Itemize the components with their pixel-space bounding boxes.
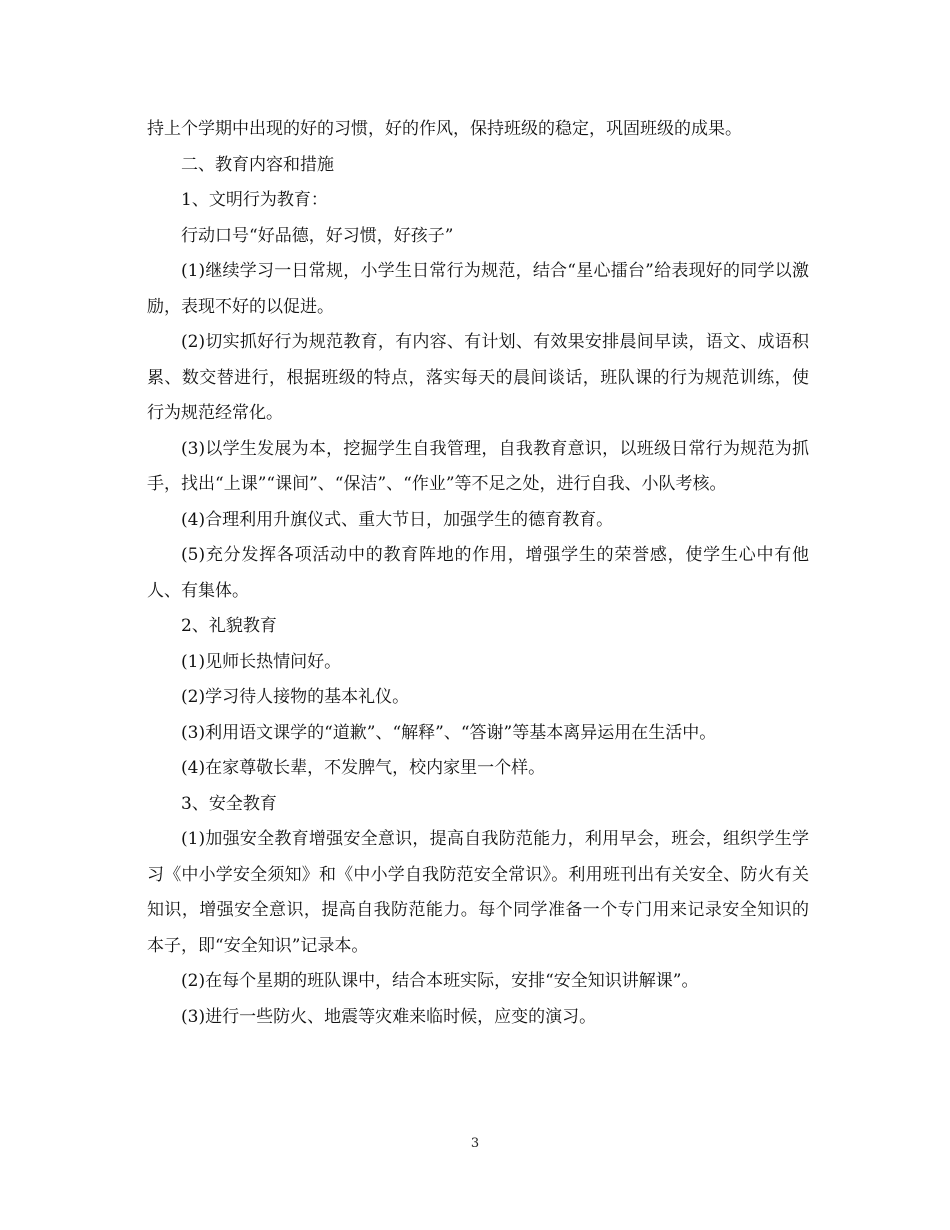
paragraph-courtesy-item-4: (4)在家尊敬长辈，不发脾气，校内家里一个样。 bbox=[181, 758, 546, 778]
paragraph-behavior-item-1: (1)继续学习一日常规，小学生日常行为规范，结合“星心擂台”给表现好的同学以激励，表现不好的以促进。 bbox=[147, 261, 809, 317]
paragraph-continuation: 持上个学期中出现的好的习惯，好的作风，保持班级的稳定，巩固班级的成果。 bbox=[147, 119, 742, 139]
paragraph-behavior-item-2: (2)切实抓好行为规范教育，有内容、有计划、有效果安排晨间早读，语文、成语积累、数交替进行，根据班级的特点，落实每天的晨间谈话，班队课的行为规范训练，使行为规范经常化。 bbox=[147, 332, 809, 423]
document-body bbox=[147, 112, 809, 1035]
paragraph-behavior-item-5: (5)充分发挥各项活动中的教育阵地的作用，增强学生的荣誉感，使学生心中有他人、有集体。 bbox=[147, 545, 809, 601]
paragraph-behavior-item-3: (3)以学生发展为本，挖掘学生自我管理，自我教育意识，以班级日常行为规范为抓手，找出“上课”“课间”、“保洁”、“作业”等不足之处，进行自我、小队考核。 bbox=[147, 438, 809, 494]
paragraph-slogan: 行动口号“好品德，好习惯，好孩子” bbox=[181, 225, 454, 246]
paragraph-behavior-item-4: (4)合理利用升旗仪式、重大节日，加强学生的德育教育。 bbox=[181, 509, 614, 530]
subheading-courtesy: 2、礼貌教育 bbox=[181, 616, 277, 636]
section-heading-education-content: 二、教育内容和措施 bbox=[181, 154, 334, 175]
paragraph-courtesy-item-1: (1)见师长热情问好。 bbox=[181, 651, 342, 672]
paragraph-courtesy-item-3: (3)利用语文课学的“道歉”、“解释”、“答谢”等基本离异运用在生活中。 bbox=[181, 722, 717, 743]
paragraph-safety-item-2: (2)在每个星期的班队课中，结合本班实际，安排“安全知识讲解课”。 bbox=[181, 971, 699, 991]
subheading-safety: 3、安全教育 bbox=[181, 793, 277, 814]
paragraph-safety-item-1: (1)加强安全教育增强安全意识，提高自我防范能力，利用早会，班会，组织学生学习《中小学安全须知》和《中小学自我防范安全常识》。利用班刊出有关安全、防火有关知识，增强安全意识，提高自我防范能力。每个同学准备一个专门用来记录安全知识的本子，即“安全知识”记录本。 bbox=[147, 829, 809, 956]
paragraph-safety-item-3: (3)进行一些防火、地震等灾难来临时候，应变的演习。 bbox=[181, 1006, 597, 1027]
page-number: 3 bbox=[470, 1136, 480, 1151]
subheading-civilized-behavior: 1、文明行为教育： bbox=[181, 190, 328, 210]
paragraph-courtesy-item-2: (2)学习待人接物的基本礼仪。 bbox=[181, 687, 410, 707]
